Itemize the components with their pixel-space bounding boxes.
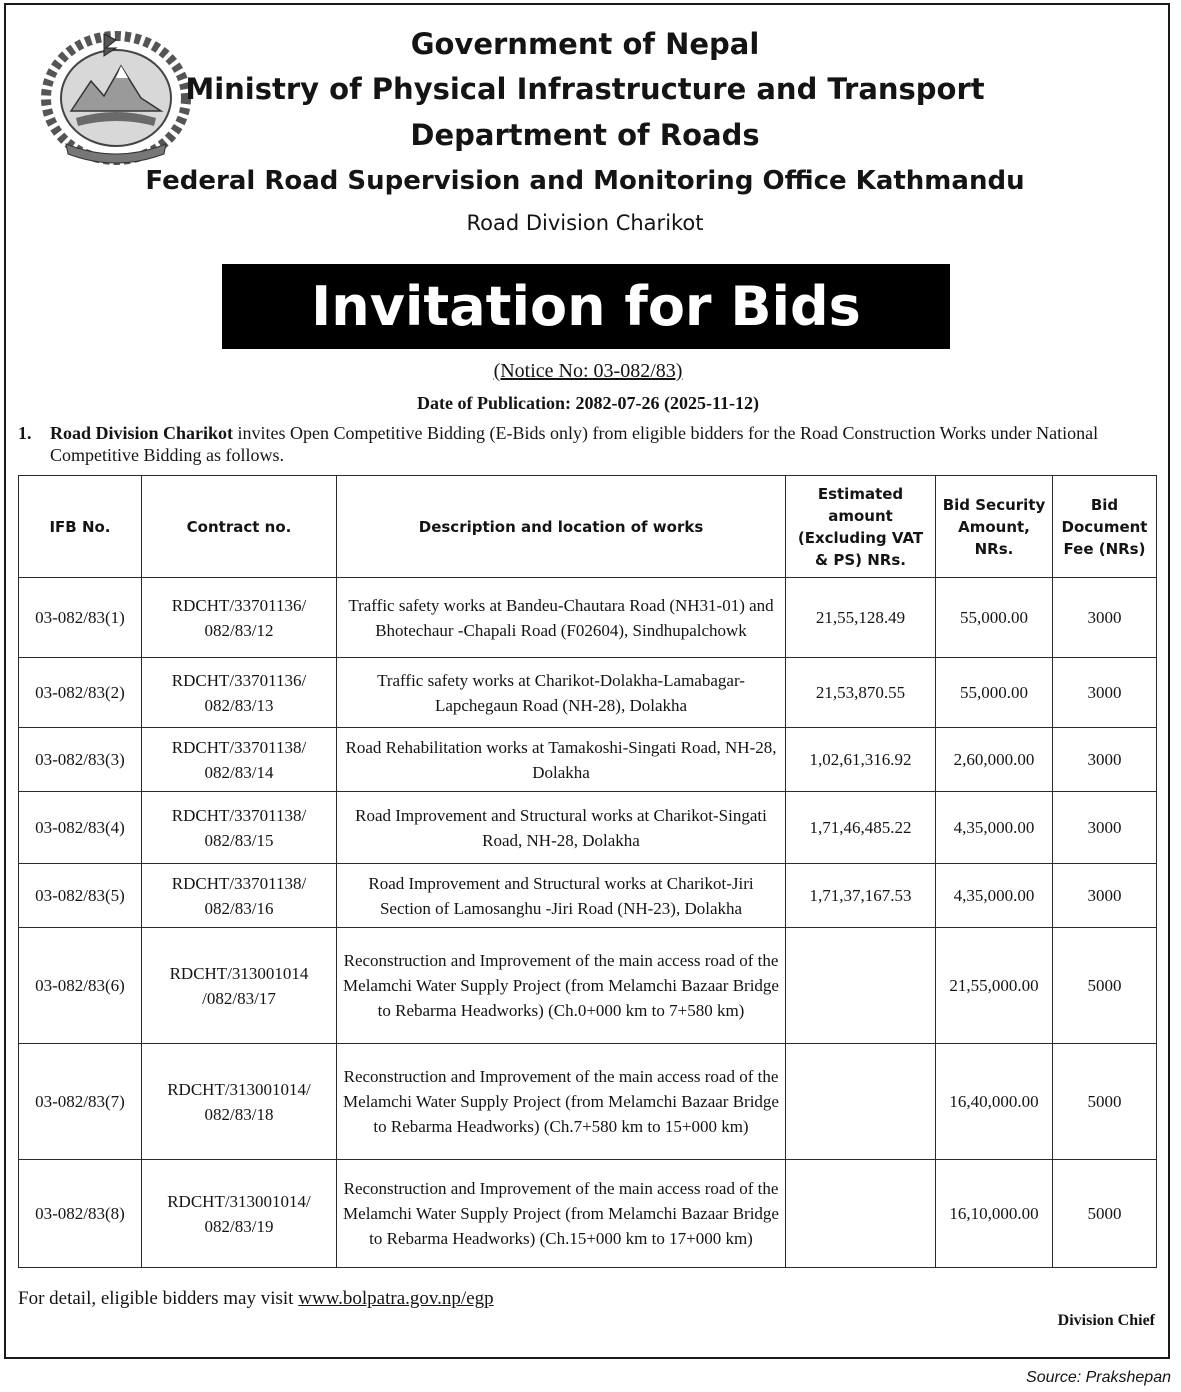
cell-description: Road Rehabilitation works at Tamakoshi-Singati Road, NH-28, Dolakha	[337, 728, 786, 792]
col-header-security: Bid Security Amount, NRs.	[936, 476, 1053, 578]
cell-security: 4,35,000.00	[936, 864, 1053, 928]
col-header-contract: Contract no.	[142, 476, 337, 578]
cell-ifb: 03-082/83(6)	[19, 928, 142, 1044]
cell-estimate	[786, 1160, 936, 1268]
cell-ifb: 03-082/83(2)	[19, 658, 142, 728]
table-row	[19, 728, 1157, 792]
cell-fee: 5000	[1053, 928, 1157, 1044]
source-credit: Source: Prakshepan	[1026, 1369, 1171, 1386]
cell-fee: 3000	[1053, 792, 1157, 864]
table-row	[19, 658, 1157, 728]
cell-description: Traffic safety works at Bandeu-Chautara Road (NH31-01) and Bhotechaur -Chapali Road (F02604), Sindhupalchowk	[337, 578, 786, 658]
cell-contract: RDCHT/33701138/ 082/83/15	[142, 792, 337, 864]
cell-description: Reconstruction and Improvement of the main access road of the Melamchi Water Supply Project (from Melamchi Bazaar Bridge to Rebarma Headworks) (Ch.15+000 km to 17+000 km)	[337, 1160, 786, 1268]
intro-number: 1.	[18, 423, 32, 443]
table-row	[19, 928, 1157, 1044]
notice-number: (Notice No: 03-082/83)	[493, 360, 683, 382]
table-row	[19, 1160, 1157, 1268]
cell-estimate	[786, 1044, 936, 1160]
intro-text: invites Open Competitive Bidding (E-Bids only) from eligible bidders for the Road Construction Works under National Competitive Bidding as follows.	[50, 423, 1099, 465]
title-banner: Invitation for Bids	[222, 264, 950, 349]
intro-paragraph	[18, 422, 1148, 466]
cell-estimate	[786, 928, 936, 1044]
cell-ifb: 03-082/83(4)	[19, 792, 142, 864]
cell-security: 16,10,000.00	[936, 1160, 1053, 1268]
cell-fee: 5000	[1053, 1044, 1157, 1160]
header-division: Road Division Charikot	[466, 211, 704, 235]
cell-description: Road Improvement and Structural works at Charikot-Jiri Section of Lamosanghu -Jiri Road (NH-23), Dolakha	[337, 864, 786, 928]
table-row	[19, 792, 1157, 864]
table-row	[19, 578, 1157, 658]
cell-estimate: 21,53,870.55	[786, 658, 936, 728]
cell-description: Reconstruction and Improvement of the main access road of the Melamchi Water Supply Project (from Melamchi Bazaar Bridge to Rebarma Headworks) (Ch.7+580 km to 15+000 km)	[337, 1044, 786, 1160]
cell-contract: RDCHT/33701138/ 082/83/14	[142, 728, 337, 792]
cell-estimate: 1,71,46,485.22	[786, 792, 936, 864]
table-row	[19, 1044, 1157, 1160]
cell-security: 2,60,000.00	[936, 728, 1053, 792]
footer-detail-text: For detail, eligible bidders may visit	[18, 1288, 299, 1309]
cell-description: Reconstruction and Improvement of the main access road of the Melamchi Water Supply Project (from Melamchi Bazaar Bridge to Rebarma Headworks) (Ch.0+000 km to 7+580 km)	[337, 928, 786, 1044]
header-government: Government of Nepal	[410, 27, 760, 61]
cell-estimate: 21,55,128.49	[786, 578, 936, 658]
table-header-row	[19, 476, 1157, 578]
bolpatra-link[interactable]: www.bolpatra.gov.np/egp	[298, 1288, 494, 1309]
cell-contract: RDCHT/33701138/ 082/83/16	[142, 864, 337, 928]
col-header-estimate: Estimated amount (Excluding VAT & PS) NRs.	[786, 476, 936, 578]
cell-contract: RDCHT/313001014 /082/83/17	[142, 928, 337, 1044]
table-row	[19, 864, 1157, 928]
cell-security: 55,000.00	[936, 658, 1053, 728]
cell-fee: 3000	[1053, 864, 1157, 928]
cell-description: Road Improvement and Structural works at Charikot-Singati Road, NH-28, Dolakha	[337, 792, 786, 864]
col-header-fee: Bid Document Fee (NRs)	[1053, 476, 1157, 578]
col-header-description: Description and location of works	[337, 476, 786, 578]
bids-table	[18, 475, 1157, 1268]
cell-fee: 3000	[1053, 578, 1157, 658]
cell-estimate: 1,02,61,316.92	[786, 728, 936, 792]
cell-fee: 3000	[1053, 728, 1157, 792]
cell-ifb: 03-082/83(1)	[19, 578, 142, 658]
cell-contract: RDCHT/313001014/ 082/83/18	[142, 1044, 337, 1160]
cell-fee: 5000	[1053, 1160, 1157, 1268]
header-department: Department of Roads	[410, 118, 760, 152]
publication-date: Date of Publication: 2082-07-26 (2025-11-12)	[417, 393, 759, 413]
intro-entity: Road Division Charikot	[50, 423, 234, 443]
signature: Division Chief	[1057, 1312, 1155, 1329]
header-ministry: Ministry of Physical Infrastructure and Transport	[185, 72, 985, 106]
cell-security: 55,000.00	[936, 578, 1053, 658]
cell-contract: RDCHT/313001014/ 082/83/19	[142, 1160, 337, 1268]
cell-ifb: 03-082/83(5)	[19, 864, 142, 928]
cell-fee: 3000	[1053, 658, 1157, 728]
cell-contract: RDCHT/33701136/ 082/83/13	[142, 658, 337, 728]
cell-ifb: 03-082/83(8)	[19, 1160, 142, 1268]
cell-security: 21,55,000.00	[936, 928, 1053, 1044]
cell-security: 4,35,000.00	[936, 792, 1053, 864]
cell-estimate: 1,71,37,167.53	[786, 864, 936, 928]
cell-description: Traffic safety works at Charikot-Dolakha-Lamabagar-Lapchegaun Road (NH-28), Dolakha	[337, 658, 786, 728]
footer-detail	[18, 1288, 494, 1310]
cell-ifb: 03-082/83(3)	[19, 728, 142, 792]
col-header-ifb: IFB No.	[19, 476, 142, 578]
cell-contract: RDCHT/33701136/ 082/83/12	[142, 578, 337, 658]
header-office: Federal Road Supervision and Monitoring Office Kathmandu	[145, 166, 1025, 196]
cell-ifb: 03-082/83(7)	[19, 1044, 142, 1160]
cell-security: 16,40,000.00	[936, 1044, 1053, 1160]
